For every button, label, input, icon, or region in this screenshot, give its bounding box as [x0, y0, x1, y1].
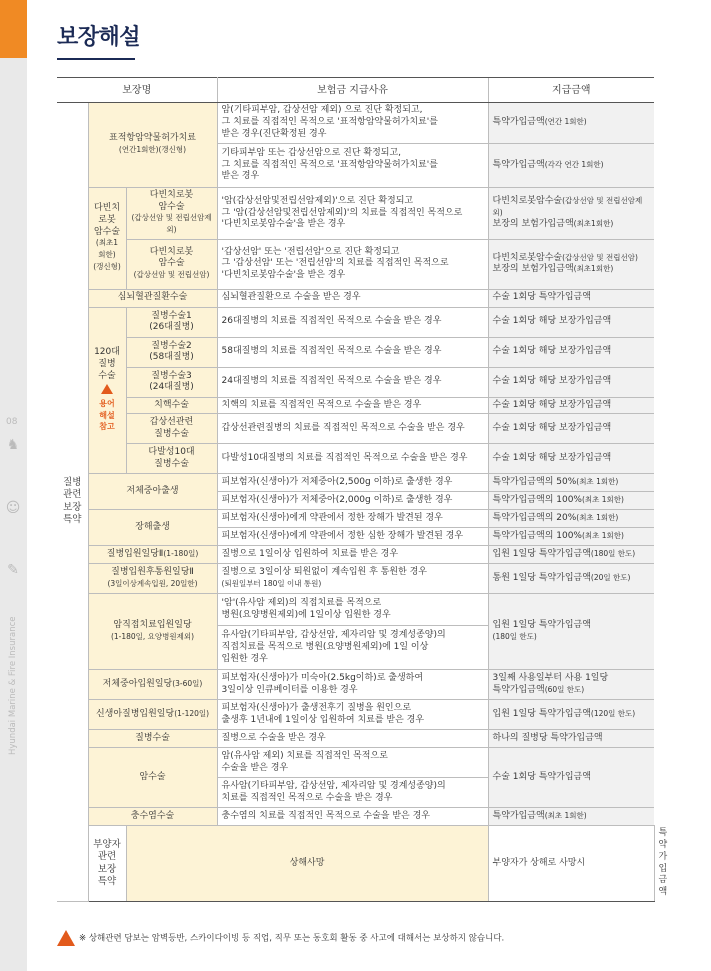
amount-cell: 수술 1회당 해당 보장가입금액	[488, 444, 654, 474]
baby-face-icon: ☺	[5, 500, 21, 516]
reason-cell: 26대질병의 치료를 직접적인 목적으로 수술을 받은 경우	[217, 307, 488, 337]
amount-sub: (60일 한도)	[544, 684, 585, 694]
table-row	[57, 808, 654, 826]
amount-text: 특약가입금액의 20%	[492, 513, 577, 524]
reason-cell: 다발성10대질병의 치료를 직접적인 목적으로 수술을 받은 경우	[217, 444, 488, 474]
amount-sub: (120일 한도)	[590, 709, 636, 719]
table-row	[57, 397, 654, 414]
amount-cell: 수술 1회당 해당 보장가입금액	[488, 414, 654, 444]
amount-text: 입원 1일당 특약가입금액	[492, 709, 591, 720]
table-row	[57, 670, 654, 700]
title-underline	[57, 58, 135, 60]
reason-cell: 질병으로 수술을 받은 경우	[217, 730, 488, 748]
pacifier-icon: ✎	[7, 562, 19, 578]
reason-cell: 피보험자(신생아)에게 약관에서 정한 심한 장해가 발견된 경우	[217, 528, 488, 546]
amount-cell	[488, 594, 654, 670]
reason-cell: 피보험자(신생아)가 출생전후기 질병을 원인으로 출생후 1년내에 1일이상 입원하여 치료를 받은 경우	[217, 700, 488, 730]
amount-sub: (180일 한도)	[492, 631, 537, 641]
amount-sub: (최초1회한)	[573, 219, 614, 229]
category-disease: 질병 관련 보장 특약	[57, 103, 88, 902]
amount-sub: (180일 한도)	[590, 549, 636, 559]
reason-cell: '갑상선암' 또는 '전립선암'으로 진단 확정되고 그 '갑상선암' 또는 '전립선암'의 치료를 직접적인 목적으로 '다빈치로봇암수술'을 받은 경우	[217, 239, 488, 289]
reason-cell: 질병으로 1일이상 입원하여 치료를 받은 경우	[217, 546, 488, 564]
amount-text: 특약가입금액	[492, 159, 545, 170]
table-row	[57, 103, 654, 144]
reason-cell: 피보험자(신생아)가 미숙아(2.5kg이하)로 출생하여 3일이상 인큐베이터를 이용한 경우	[217, 670, 488, 700]
amount-text: 특약가입금액의 100%	[492, 531, 582, 542]
amount-sub: (20일 한도)	[590, 573, 631, 583]
amount-sub: (최초 1회한)	[581, 495, 624, 505]
table-row	[57, 748, 654, 778]
name-text: 신생아질병입원일당	[95, 709, 175, 720]
amount-cell: 수술 1회당 해당 보장가입금액	[488, 337, 654, 367]
term-note: 용어 해설 참고	[99, 398, 115, 432]
coverage-name	[88, 103, 217, 188]
coverage-name: 암수술	[88, 748, 217, 808]
amount-text: 보장의 보험가입금액	[492, 264, 574, 275]
reason-cell: 암(기타피부암, 갑상선암 제외) 으로 진단 확정되고, 그 치료를 직접적인 목적으로 '표적항암약물허가치료'를 받은 경우(진단확정된 경우	[217, 103, 488, 144]
name-sub: (3-60일)	[172, 679, 203, 689]
name-text: 암직접치료입원일당	[113, 620, 192, 631]
reason-cell: 암(유사암 제외) 치료를 직접적인 목적으로 수술을 받은 경우	[217, 748, 488, 778]
table-row	[57, 730, 654, 748]
name-sub: (연간1회한)(갱신형)	[118, 145, 187, 154]
amount-sub: (갑상선암 및 전립선암)	[562, 252, 638, 262]
amount-cell: 수술 1회당 해당 보장가입금액	[488, 367, 654, 397]
table-row	[57, 474, 654, 492]
amount-cell	[488, 144, 654, 188]
coverage-name: 질병수술	[88, 730, 217, 748]
amount-text: 특약가입금액	[492, 811, 545, 822]
name-sub: (1-180일)	[163, 549, 199, 559]
warning-icon	[57, 930, 75, 946]
name-text: 저체중아입원일당	[102, 679, 173, 690]
amount-cell	[488, 474, 654, 492]
footnote-text: ※ 상해관련 담보는 암벽등반, 스카이다이빙 등 직업, 직무 또는 동호회 활동 중 사고에 대해서는 보상하지 않습니다.	[79, 933, 505, 944]
reason-cell: 심뇌혈관질환으로 수술을 받은 경우	[217, 289, 488, 307]
table-row	[57, 239, 654, 289]
reason-cell: 갑상선관련질병의 치료를 직접적인 목적으로 수술을 받은 경우	[217, 414, 488, 444]
amount-text: 보장의 보험가입금액	[492, 219, 574, 230]
table-row	[57, 700, 654, 730]
amount-text: 다빈치로봇암수술	[492, 195, 563, 206]
table-header-row	[57, 78, 654, 103]
coverage-name: 질병수술1 (26대질병)	[126, 307, 217, 337]
amount-text: 특약가입금액의 100%	[492, 495, 582, 506]
name-sub: (갑상선암 및 전립선암)	[133, 270, 210, 280]
brand-text: Hyundai Marine & Fire Insurance	[8, 616, 18, 755]
reason-cell: 피보험자(신생아)에게 약관에서 정한 장해가 발견된 경우	[217, 510, 488, 528]
table-row	[57, 546, 654, 564]
amount-cell	[488, 564, 654, 594]
amount-cell	[488, 239, 654, 289]
coverage-name: 충수염수술	[88, 808, 217, 826]
table-row	[57, 188, 654, 240]
rocking-horse-icon: ♞	[6, 437, 20, 453]
coverage-table	[57, 77, 668, 902]
name-text: 질병입원후통원일당Ⅱ	[111, 567, 194, 578]
reason-cell: '암(갑상선암및전립선암제외)'으로 진단 확정되고 그 '암(갑상선암및전립선암제외)'의 치료를 직접적인 목적으로 '다빈치로봇암수술'을 받은 경우	[217, 188, 488, 240]
amount-sub: (최초 1회한)	[544, 811, 587, 821]
name-sub: (3일이상계속입원, 20일한)	[107, 578, 198, 588]
coverage-name	[126, 188, 217, 240]
table-row: 부양자 관련 보장 특약 상해사망 부양자가 상해로 사망시 특약가입금액	[57, 826, 654, 901]
reason-cell: 충수염의 치료를 직접적인 목적으로 수술을 받은 경우	[217, 808, 488, 826]
reason-cell: '암'(유사암 제외)의 직접치료를 목적으로 병원(요양병원제외)에 1일이상 입원한 경우	[217, 594, 488, 626]
reason-cell: 유사암(기타피부암, 갑상선암, 제자리암 및 경계성종양)의 치료를 직접적인 목적으로 수술을 받은 경우	[217, 778, 488, 808]
reason-cell: 피보험자(신생아)가 저체중아(2,500g 이하)로 출생한 경우	[217, 474, 488, 492]
header-payment-reason: 보험금 지급사유	[217, 78, 488, 103]
name-sub: (1-180일, 요양병원제외)	[110, 631, 195, 641]
amount-text: 입원 1일당 특약가입금액	[492, 549, 591, 560]
amount-cell	[488, 103, 654, 144]
amount-text: 다빈치로봇암수술	[492, 252, 563, 263]
reason-cell: 피보험자(신생아)가 저체중아(2,000g 이하)로 출생한 경우	[217, 492, 488, 510]
group-davinci	[88, 188, 126, 290]
group-120-disease	[88, 307, 126, 474]
coverage-name	[88, 594, 217, 670]
footnote	[57, 930, 654, 946]
amount-text: 특약가입금액의 50%	[492, 477, 577, 488]
amount-cell	[488, 492, 654, 510]
amount-text: 3일째 사용일부터 사용 1일당 특약가입금액	[492, 673, 609, 695]
warning-icon	[101, 384, 113, 399]
amount-cell	[488, 188, 654, 240]
table-row	[57, 367, 654, 397]
amount-cell: 수술 1회당 해당 보장가입금액	[488, 307, 654, 337]
amount-text: 특약가입금액	[492, 117, 545, 128]
amount-sub: (최초 1회한)	[581, 531, 624, 541]
header-payment-amount: 지급금액	[488, 78, 654, 103]
amount-sub: (최초 1회한)	[576, 513, 619, 523]
table-row	[57, 444, 654, 474]
page-number: 08	[6, 417, 18, 427]
table-row	[57, 594, 654, 626]
coverage-name	[88, 564, 217, 594]
coverage-name: 저체중아출생	[88, 474, 217, 510]
amount-cell	[488, 700, 654, 730]
coverage-name: 다발성10대 질병수술	[126, 444, 217, 474]
amount-cell: 수술 1회당 특약가입금액	[488, 748, 654, 808]
brand-vertical	[6, 590, 20, 760]
amount-cell: 하나의 질병당 특약가입금액	[488, 730, 654, 748]
amount-sub: (갑상선암 및 전립선암제외)	[492, 195, 643, 217]
reason-cell	[217, 564, 488, 594]
reason-sub: (퇴원일부터 180일 이내 통원)	[221, 578, 322, 588]
coverage-name	[88, 670, 217, 700]
coverage-name	[88, 546, 217, 564]
name-text: 질병입원일당Ⅱ	[106, 549, 164, 560]
amount-cell: 수술 1회당 해당 보장가입금액	[488, 397, 654, 414]
coverage-name: 상해사망	[126, 826, 488, 901]
table-row	[57, 289, 654, 307]
coverage-name	[88, 700, 217, 730]
reason-cell: 부양자가 상해로 사망시	[488, 826, 654, 901]
coverage-name: 질병수술3 (24대질병)	[126, 367, 217, 397]
table-row	[57, 510, 654, 528]
coverage-name: 질병수술2 (58대질병)	[126, 337, 217, 367]
coverage-name	[126, 239, 217, 289]
coverage-name: 치핵수술	[126, 397, 217, 414]
group-text: 120대 질병 수술	[94, 347, 120, 381]
name-sub: (갑상선암 및 전립선암제외)	[131, 213, 212, 235]
amount-sub: (최초1회한)	[573, 264, 614, 274]
reason-cell: 치핵의 치료를 직접적인 목적으로 수술을 받은 경우	[217, 397, 488, 414]
coverage-name: 심뇌혈관질환수술	[88, 289, 217, 307]
coverage-name: 장해출생	[88, 510, 217, 546]
amount-text: 통원 1일당 특약가입금액	[492, 573, 591, 584]
reason-cell: 유사암(기타피부암, 갑상선암, 제자리암 및 경계성종양)의 직접치료를 목적으로 병원(요양병원제외)에 1일 이상 입원한 경우	[217, 626, 488, 670]
amount-cell	[488, 510, 654, 528]
header-coverage-name: 보장명	[57, 78, 217, 103]
table-row	[57, 414, 654, 444]
name-text: 다빈치로봇 암수술	[149, 190, 194, 212]
table-row	[57, 564, 654, 594]
name-text: 다빈치로봇 암수술	[149, 246, 194, 269]
reason-cell: 24대질병의 치료를 직접적인 목적으로 수술을 받은 경우	[217, 367, 488, 397]
category-dependent: 부양자 관련 보장 특약	[88, 826, 126, 901]
amount-cell	[488, 546, 654, 564]
name-sub: (1-120일)	[174, 709, 210, 719]
amount-cell	[488, 808, 654, 826]
reason-text: 질병으로 3일이상 퇴원없이 계속입원 후 통원한 경우	[221, 567, 427, 578]
accent-tab	[0, 0, 27, 58]
page-title: 보장해설	[57, 25, 141, 50]
amount-cell	[488, 670, 654, 700]
amount-cell: 수술 1회당 특약가입금액	[488, 289, 654, 307]
amount-sub: (각각 연간 1회한)	[544, 159, 604, 169]
group-text: 다빈치 로봇 암수술	[93, 203, 121, 237]
left-sidebar	[0, 0, 27, 971]
group-sub: (최초1회한) (갱신형)	[93, 238, 121, 271]
amount-sub: (연간 1회한)	[544, 117, 587, 127]
table-row	[57, 307, 654, 337]
reason-cell: 58대질병의 치료를 직접적인 목적으로 수술을 받은 경우	[217, 337, 488, 367]
table-row	[57, 337, 654, 367]
amount-sub: (최초 1회한)	[576, 477, 619, 487]
reason-cell: 기타피부암 또는 갑상선암으로 진단 확정되고, 그 치료를 직접적인 목적으로 '표적항암약물허가치료'를 받은 경우	[217, 144, 488, 188]
amount-text: 입원 1일당 특약가입금액	[492, 620, 591, 631]
coverage-name: 갑상선관련 질병수술	[126, 414, 217, 444]
amount-cell	[488, 528, 654, 546]
name-text: 표적항암약물허가치료	[109, 133, 196, 144]
